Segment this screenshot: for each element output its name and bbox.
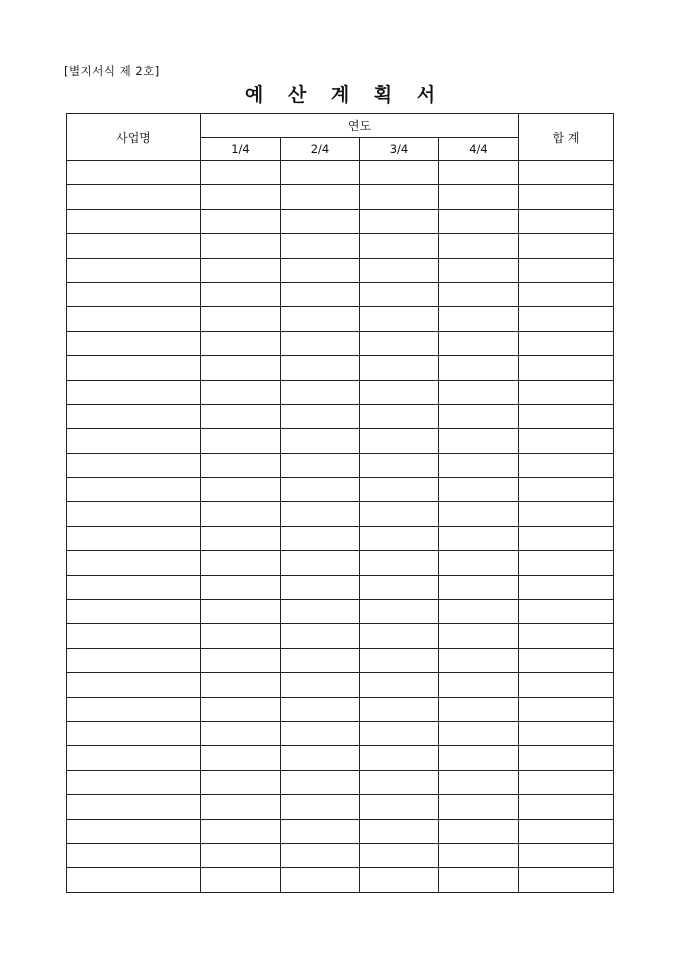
budget-table [66, 113, 614, 893]
cell-business-name[interactable] [67, 843, 201, 867]
header-row [67, 114, 614, 138]
cell-quarter-1[interactable] [201, 648, 281, 672]
cell-quarter-1[interactable] [201, 697, 281, 721]
table-row [67, 746, 614, 770]
cell-business-name[interactable] [67, 478, 201, 502]
cell-quarter-3[interactable] [360, 648, 439, 672]
cell-quarter-1[interactable] [201, 331, 281, 355]
cell-business-name[interactable] [67, 819, 201, 843]
cell-quarter-4[interactable] [439, 624, 519, 648]
cell-business-name[interactable] [67, 721, 201, 745]
cell-quarter-3[interactable] [360, 600, 439, 624]
table-row [67, 551, 614, 575]
cell-total[interactable] [519, 258, 614, 282]
cell-total[interactable] [519, 161, 614, 185]
cell-quarter-2[interactable] [281, 551, 360, 575]
cell-total[interactable] [519, 746, 614, 770]
cell-total[interactable] [519, 331, 614, 355]
cell-quarter-4[interactable] [439, 819, 519, 843]
cell-quarter-2[interactable] [281, 404, 360, 428]
header-quarter-2: 2/4 [281, 138, 360, 161]
cell-business-name[interactable] [67, 429, 201, 453]
cell-business-name[interactable] [67, 624, 201, 648]
cell-quarter-3[interactable] [360, 502, 439, 526]
table-row [67, 600, 614, 624]
table-row [67, 648, 614, 672]
cell-quarter-3[interactable] [360, 721, 439, 745]
cell-quarter-4[interactable] [439, 697, 519, 721]
cell-quarter-1[interactable] [201, 356, 281, 380]
cell-total[interactable] [519, 307, 614, 331]
cell-quarter-3[interactable] [360, 404, 439, 428]
cell-quarter-1[interactable] [201, 185, 281, 209]
cell-business-name[interactable] [67, 526, 201, 550]
cell-quarter-2[interactable] [281, 526, 360, 550]
table-row [67, 819, 614, 843]
cell-total[interactable] [519, 843, 614, 867]
cell-business-name[interactable] [67, 575, 201, 599]
cell-quarter-4[interactable] [439, 307, 519, 331]
cell-business-name[interactable] [67, 551, 201, 575]
table-row [67, 209, 614, 233]
cell-quarter-2[interactable] [281, 721, 360, 745]
cell-business-name[interactable] [67, 697, 201, 721]
cell-quarter-3[interactable] [360, 380, 439, 404]
cell-total[interactable] [519, 795, 614, 819]
cell-quarter-1[interactable] [201, 795, 281, 819]
table-row [67, 282, 614, 306]
cell-quarter-3[interactable] [360, 282, 439, 306]
cell-quarter-2[interactable] [281, 600, 360, 624]
cell-quarter-2[interactable] [281, 673, 360, 697]
cell-quarter-2[interactable] [281, 819, 360, 843]
cell-business-name[interactable] [67, 234, 201, 258]
cell-quarter-3[interactable] [360, 843, 439, 867]
cell-total[interactable] [519, 575, 614, 599]
cell-quarter-2[interactable] [281, 624, 360, 648]
cell-quarter-1[interactable] [201, 770, 281, 794]
cell-quarter-2[interactable] [281, 282, 360, 306]
cell-quarter-2[interactable] [281, 575, 360, 599]
cell-quarter-1[interactable] [201, 282, 281, 306]
cell-quarter-4[interactable] [439, 673, 519, 697]
cell-quarter-4[interactable] [439, 185, 519, 209]
form-number-label: [별지서식 제 2호] [64, 64, 160, 78]
cell-quarter-2[interactable] [281, 234, 360, 258]
cell-quarter-1[interactable] [201, 502, 281, 526]
cell-quarter-1[interactable] [201, 478, 281, 502]
cell-quarter-2[interactable] [281, 161, 360, 185]
cell-quarter-2[interactable] [281, 697, 360, 721]
table-row [67, 258, 614, 282]
cell-total[interactable] [519, 185, 614, 209]
cell-quarter-4[interactable] [439, 526, 519, 550]
cell-quarter-2[interactable] [281, 258, 360, 282]
table-row [67, 502, 614, 526]
table-row [67, 185, 614, 209]
cell-quarter-1[interactable] [201, 575, 281, 599]
cell-quarter-4[interactable] [439, 843, 519, 867]
cell-quarter-3[interactable] [360, 478, 439, 502]
cell-quarter-4[interactable] [439, 600, 519, 624]
cell-business-name[interactable] [67, 673, 201, 697]
cell-quarter-1[interactable] [201, 843, 281, 867]
cell-quarter-4[interactable] [439, 746, 519, 770]
cell-total[interactable] [519, 673, 614, 697]
cell-quarter-1[interactable] [201, 673, 281, 697]
cell-quarter-3[interactable] [360, 819, 439, 843]
cell-quarter-3[interactable] [360, 673, 439, 697]
cell-total[interactable] [519, 721, 614, 745]
document-title: 예 산 계 획 서 [244, 84, 445, 106]
table-row [67, 795, 614, 819]
cell-quarter-2[interactable] [281, 307, 360, 331]
cell-quarter-3[interactable] [360, 551, 439, 575]
cell-quarter-2[interactable] [281, 868, 360, 892]
cell-quarter-2[interactable] [281, 746, 360, 770]
cell-quarter-2[interactable] [281, 380, 360, 404]
cell-business-name[interactable] [67, 258, 201, 282]
cell-total[interactable] [519, 478, 614, 502]
table-row [67, 526, 614, 550]
cell-quarter-2[interactable] [281, 209, 360, 233]
table-row [67, 307, 614, 331]
cell-quarter-1[interactable] [201, 819, 281, 843]
table-row [67, 575, 614, 599]
cell-quarter-2[interactable] [281, 356, 360, 380]
table-row [67, 624, 614, 648]
cell-business-name[interactable] [67, 770, 201, 794]
cell-quarter-2[interactable] [281, 648, 360, 672]
cell-business-name[interactable] [67, 502, 201, 526]
cell-quarter-2[interactable] [281, 429, 360, 453]
cell-quarter-4[interactable] [439, 868, 519, 892]
cell-quarter-4[interactable] [439, 282, 519, 306]
header-year: 연도 [201, 114, 519, 138]
cell-total[interactable] [519, 380, 614, 404]
table-row [67, 673, 614, 697]
cell-business-name[interactable] [67, 648, 201, 672]
cell-quarter-2[interactable] [281, 185, 360, 209]
header-business-name: 사업명 [67, 114, 201, 161]
cell-total[interactable] [519, 819, 614, 843]
cell-business-name[interactable] [67, 161, 201, 185]
cell-total[interactable] [519, 429, 614, 453]
cell-quarter-3[interactable] [360, 868, 439, 892]
cell-quarter-1[interactable] [201, 453, 281, 477]
cell-quarter-1[interactable] [201, 209, 281, 233]
cell-total[interactable] [519, 282, 614, 306]
cell-quarter-3[interactable] [360, 258, 439, 282]
cell-total[interactable] [519, 770, 614, 794]
cell-quarter-3[interactable] [360, 234, 439, 258]
cell-quarter-4[interactable] [439, 770, 519, 794]
cell-quarter-4[interactable] [439, 161, 519, 185]
cell-business-name[interactable] [67, 356, 201, 380]
cell-quarter-4[interactable] [439, 404, 519, 428]
table-row [67, 161, 614, 185]
cell-quarter-4[interactable] [439, 380, 519, 404]
cell-total[interactable] [519, 551, 614, 575]
cell-quarter-4[interactable] [439, 234, 519, 258]
cell-quarter-4[interactable] [439, 209, 519, 233]
table-row [67, 453, 614, 477]
cell-quarter-3[interactable] [360, 746, 439, 770]
cell-quarter-4[interactable] [439, 356, 519, 380]
cell-total[interactable] [519, 624, 614, 648]
cell-total[interactable] [519, 453, 614, 477]
cell-quarter-1[interactable] [201, 234, 281, 258]
table-row [67, 697, 614, 721]
cell-quarter-1[interactable] [201, 161, 281, 185]
cell-quarter-4[interactable] [439, 721, 519, 745]
cell-total[interactable] [519, 868, 614, 892]
cell-quarter-2[interactable] [281, 478, 360, 502]
table-row [67, 868, 614, 892]
cell-business-name[interactable] [67, 746, 201, 770]
cell-quarter-4[interactable] [439, 575, 519, 599]
cell-business-name[interactable] [67, 380, 201, 404]
cell-quarter-2[interactable] [281, 453, 360, 477]
table-row [67, 770, 614, 794]
cell-quarter-3[interactable] [360, 331, 439, 355]
cell-total[interactable] [519, 526, 614, 550]
table-row [67, 331, 614, 355]
cell-quarter-3[interactable] [360, 575, 439, 599]
cell-quarter-4[interactable] [439, 478, 519, 502]
cell-quarter-3[interactable] [360, 697, 439, 721]
cell-business-name[interactable] [67, 209, 201, 233]
header-quarter-3: 3/4 [360, 138, 439, 161]
table-body [67, 161, 614, 893]
cell-quarter-1[interactable] [201, 380, 281, 404]
cell-quarter-3[interactable] [360, 526, 439, 550]
table-row [67, 404, 614, 428]
cell-quarter-4[interactable] [439, 331, 519, 355]
cell-total[interactable] [519, 209, 614, 233]
cell-business-name[interactable] [67, 453, 201, 477]
cell-business-name[interactable] [67, 404, 201, 428]
header-quarter-1: 1/4 [201, 138, 281, 161]
cell-total[interactable] [519, 697, 614, 721]
cell-quarter-4[interactable] [439, 429, 519, 453]
cell-business-name[interactable] [67, 600, 201, 624]
cell-quarter-2[interactable] [281, 795, 360, 819]
cell-quarter-3[interactable] [360, 161, 439, 185]
table-header [67, 114, 614, 161]
cell-quarter-4[interactable] [439, 795, 519, 819]
cell-business-name[interactable] [67, 307, 201, 331]
cell-total[interactable] [519, 600, 614, 624]
cell-quarter-3[interactable] [360, 356, 439, 380]
cell-quarter-2[interactable] [281, 770, 360, 794]
cell-quarter-2[interactable] [281, 843, 360, 867]
cell-quarter-3[interactable] [360, 453, 439, 477]
cell-quarter-1[interactable] [201, 746, 281, 770]
cell-quarter-3[interactable] [360, 185, 439, 209]
cell-business-name[interactable] [67, 868, 201, 892]
cell-quarter-1[interactable] [201, 868, 281, 892]
cell-quarter-2[interactable] [281, 502, 360, 526]
table-row [67, 380, 614, 404]
cell-total[interactable] [519, 502, 614, 526]
cell-quarter-3[interactable] [360, 209, 439, 233]
table-row [67, 234, 614, 258]
cell-quarter-1[interactable] [201, 404, 281, 428]
cell-total[interactable] [519, 356, 614, 380]
cell-quarter-1[interactable] [201, 551, 281, 575]
cell-quarter-3[interactable] [360, 795, 439, 819]
table-row [67, 356, 614, 380]
cell-quarter-3[interactable] [360, 770, 439, 794]
table-row [67, 721, 614, 745]
cell-quarter-1[interactable] [201, 429, 281, 453]
header-total: 합 계 [519, 114, 614, 161]
cell-total[interactable] [519, 234, 614, 258]
cell-business-name[interactable] [67, 331, 201, 355]
table-row [67, 429, 614, 453]
cell-quarter-4[interactable] [439, 551, 519, 575]
cell-quarter-1[interactable] [201, 526, 281, 550]
cell-quarter-4[interactable] [439, 453, 519, 477]
cell-quarter-4[interactable] [439, 502, 519, 526]
cell-quarter-4[interactable] [439, 258, 519, 282]
cell-business-name[interactable] [67, 185, 201, 209]
header-quarter-4: 4/4 [439, 138, 519, 161]
cell-total[interactable] [519, 648, 614, 672]
cell-quarter-4[interactable] [439, 648, 519, 672]
cell-quarter-3[interactable] [360, 429, 439, 453]
cell-quarter-1[interactable] [201, 600, 281, 624]
cell-total[interactable] [519, 404, 614, 428]
cell-quarter-1[interactable] [201, 721, 281, 745]
cell-business-name[interactable] [67, 282, 201, 306]
cell-quarter-2[interactable] [281, 331, 360, 355]
cell-business-name[interactable] [67, 795, 201, 819]
table-row [67, 843, 614, 867]
cell-quarter-3[interactable] [360, 307, 439, 331]
cell-quarter-1[interactable] [201, 624, 281, 648]
table-row [67, 478, 614, 502]
cell-quarter-1[interactable] [201, 307, 281, 331]
cell-quarter-1[interactable] [201, 258, 281, 282]
cell-quarter-3[interactable] [360, 624, 439, 648]
